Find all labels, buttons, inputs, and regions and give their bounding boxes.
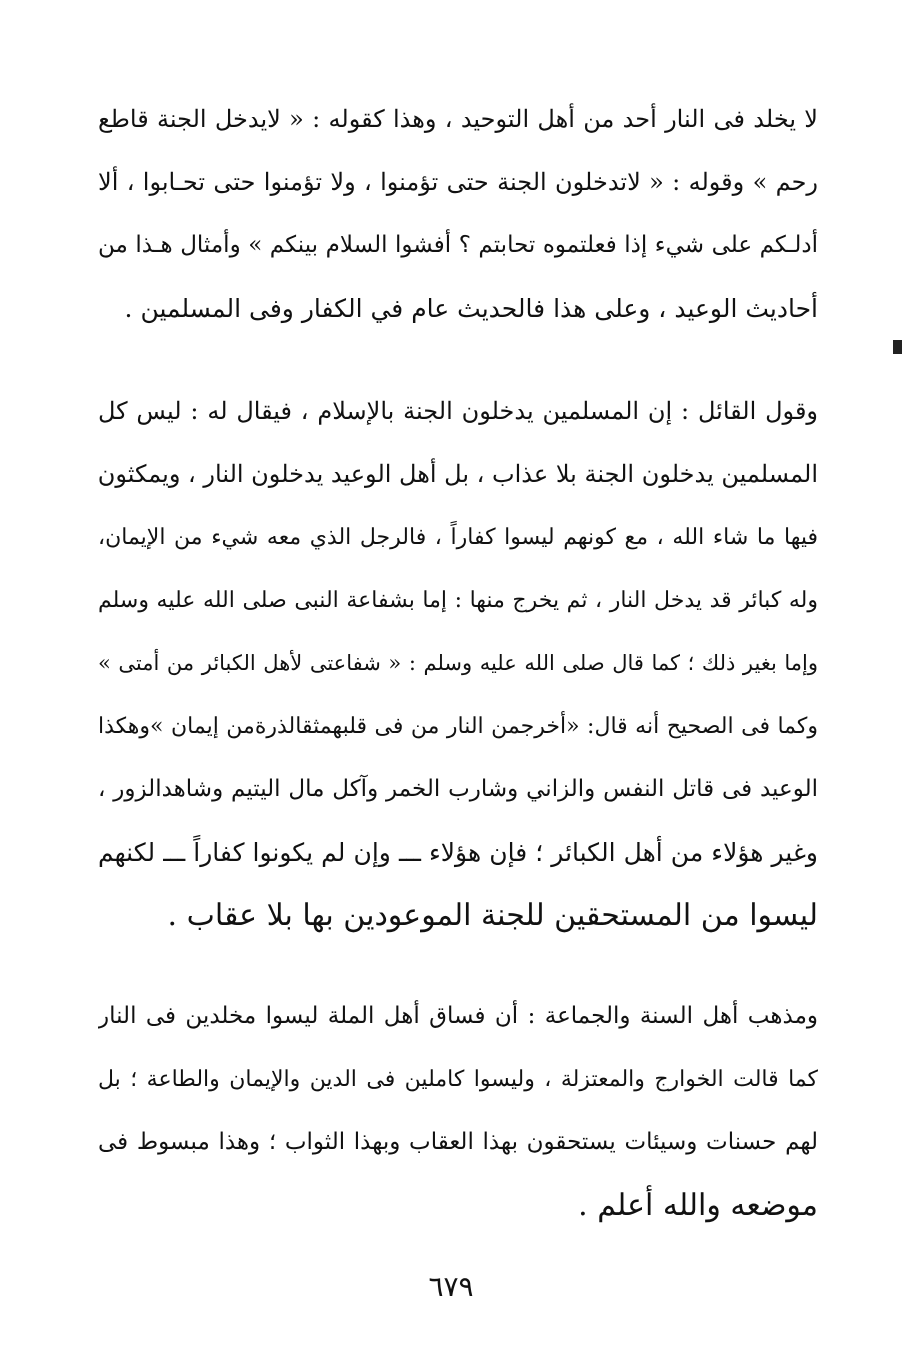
paragraph-3 [98,985,818,1237]
text-line: كما قالت الخوارج والمعتزلة ، وليسوا كاملين فى الدين والإيمان والطاعة ؛ بل [98,1067,818,1092]
text-line: رحم » وقوله : « لاتدخلون الجنة حتى تؤمنوا ، ولا تؤمنوا حتى تحـابوا ، ألا [98,168,818,196]
page-number: ٦٧٩ [428,1270,474,1303]
text-line: وإما بغير ذلك ؛ كما قال صلى الله عليه وسلم : « شفاعتى لأهل الكبائر من أمتى » [98,651,818,675]
text-line: موضعه والله أعلم . [578,1188,818,1223]
text-line: لا يخلد فى النار أحد من أهل التوحيد ، وهذا كقوله : « لايدخل الجنة قاطع [98,105,818,133]
scan-edge-mark [893,340,902,354]
text-line: وكما فى الصحيح أنه قال: «أخرجمن النار من فى قلبهمثقالذرةمن إيمان »وهكذا [98,714,818,739]
text-line: وله كبائر قد يدخل النار ، ثم يخرج منها : إما بشفاعة النبى صلى الله عليه وسلم [98,588,818,613]
paragraph-2 [98,380,818,947]
text-line: المسلمين يدخلون الجنة بلا عذاب ، بل أهل الوعيد يدخلون النار ، ويمكثون [98,460,818,488]
text-line: أدلـكم على شيء إذا فعلتموه تحابتم ؟ أفشوا السلام بينكم » وأمثال هـذا من [98,232,818,258]
text-line: وقول القائل : إن المسلمين يدخلون الجنة بالإسلام ، فيقال له : ليس كل [98,397,818,425]
text-line: لهم حسنات وسيئات يستحقون بهذا العقاب وبهذا الثواب ؛ وهذا مبسوط فى [98,1129,818,1155]
text-line: وغير هؤلاء من أهل الكبائر ؛ فإن هؤلاء ـــ وإن لم يكونوا كفاراً ـــ لكنهم [98,838,818,867]
text-line: ليسوا من المستحقين للجنة الموعودين بها بلا عقاب . [167,898,818,933]
text-line: أحاديث الوعيد ، وعلى هذا فالحديث عام في الكفار وفى المسلمين . [124,294,818,323]
text-line: فيها ما شاء الله ، مع كونهم ليسوا كفاراً ، فالرجل الذي معه شيء من الإيمان، [98,525,818,550]
paragraph-1 [98,88,818,340]
text-line: الوعيد فى قاتل النفس والزاني وشارب الخمر وآكل مال اليتيم وشاهدالزور ، [98,776,818,802]
text-line: ومذهب أهل السنة والجماعة : أن فساق أهل الملة ليسوا مخلدين فى النار [98,1003,818,1029]
